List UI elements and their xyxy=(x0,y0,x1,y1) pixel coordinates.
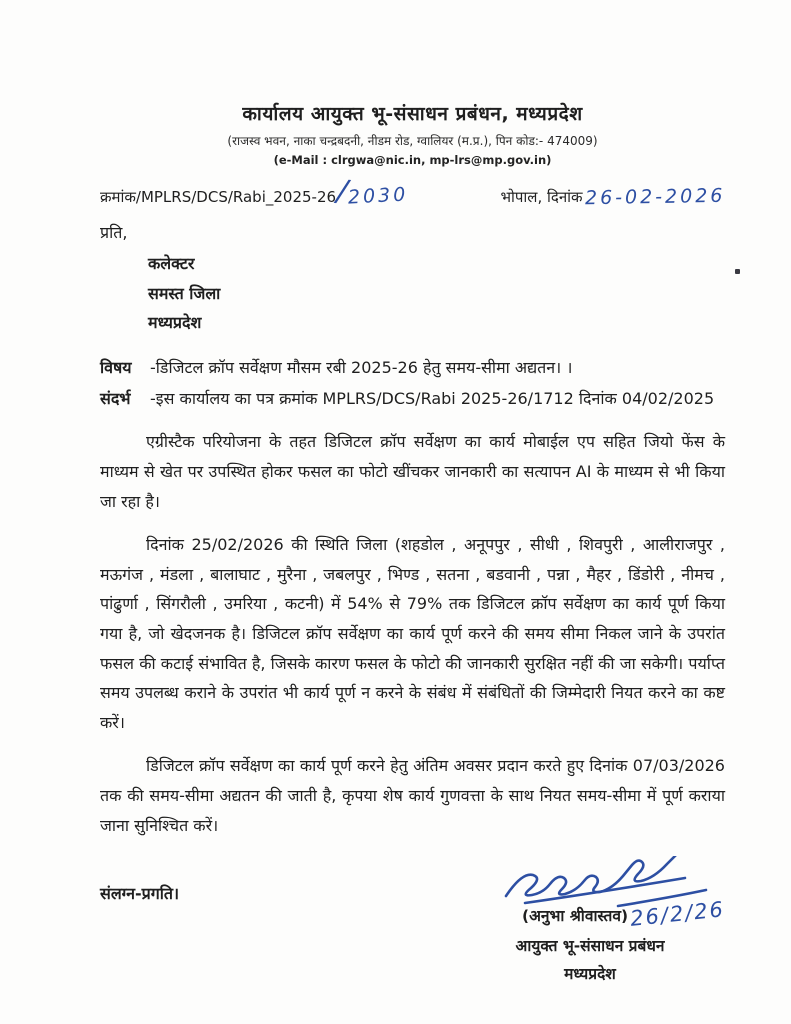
reference-row xyxy=(100,385,725,414)
handwritten-letter-number: 2030 xyxy=(347,183,409,209)
letter-number xyxy=(100,173,409,210)
subject-row xyxy=(100,354,725,383)
handwritten-slash: / xyxy=(335,173,350,210)
signatory-name: (अनुभा श्रीवास्तव) xyxy=(522,907,629,926)
scan-artifact-dot xyxy=(735,269,740,274)
signatory-row xyxy=(455,897,726,931)
subject-label: विषय xyxy=(100,357,132,377)
office-title: कार्यालय आयुक्त भू-संसाधन प्रबंधन, मध्यप्रदेश xyxy=(242,103,583,125)
closing-row xyxy=(100,856,725,984)
addressee-line: मध्यप्रदेश xyxy=(148,313,202,333)
body-paragraph-2: दिनांक 25/02/2026 की स्थिति जिला (शहडोल , अनूपपुर , सीधी , शिवपुरी , आलीराजपुर , मऊगंज , मंडला , बालाघाट , मुरैना , जबलपुर , भिण्ड , सतना , बडवानी , पन्ना , मैहर , डिंडोरी , नीमच , पांढुर्णा , सिंगरौली , उमरिया , कटनी) में 54% से 79% तक डिजिटल क्रॉप सर्वेक्षण का कार्य पूर्ण किया गया है, जो खेदजनक है। डिजिटल क्रॉप सर्वेक्षण का कार्य पूर्ण करने की समय सीमा निकल जाने के उपरांत फसल की कटाई संभावित है, जिसके कारण फसल के फोटो की जानकारी सुरक्षित नहीं की जा सकेगी। पर्याप्त समय उपलब्ध कराने के उपरांत भी कार्य पूर्ण न करने के संबंध में संबंधितों की जिम्मेदारी नियत करने का कष्ट करें। xyxy=(100,535,725,732)
signatory-designation: आयुक्त भू-संसाधन प्रबंधन xyxy=(515,937,665,956)
letter-number-printed: क्रमांक/MPLRS/DCS/Rabi_2025-26 xyxy=(100,188,337,206)
signature-block xyxy=(455,856,725,984)
office-address: (राजस्व भवन, नाका चन्द्रबदनी, नीडम रोड, ग्वालियर (म.प्र.), पिन कोड:- 474009) xyxy=(227,134,598,148)
reference-label: संदर्भ xyxy=(100,388,131,408)
subject-text: -डिजिटल क्रॉप सर्वेक्षण मौसम रबी 2025-26 हेतु समय-सीमा अद्यतन। । xyxy=(150,357,573,377)
handwritten-signature-date: 26/2/26 xyxy=(629,897,726,931)
addressee-line: कलेक्टर xyxy=(148,254,195,273)
reference-number-row xyxy=(100,173,726,210)
place-date-label: भोपाल, दिनांक xyxy=(500,188,583,206)
salutation: प्रति, xyxy=(100,223,128,242)
addressee-line: समस्त जिला xyxy=(148,283,221,303)
body-paragraph-3: डिजिटल क्रॉप सर्वेक्षण का कार्य पूर्ण करने हेतु अंतिम अवसर प्रदान करते हुए दिनांक 07/03/2026 तक की समय-सीमा अद्यतन की जाती है, कृपया शेष कार्य गुणवत्ता के साथ नियत समय-सीमा में पूर्ण कराया जाना सुनिश्चित करें। xyxy=(100,756,725,835)
office-email: (e-Mail : clrgwa@nic.in, mp-lrs@mp.gov.in) xyxy=(273,153,552,167)
signatory-organization: मध्यप्रदेश xyxy=(564,965,616,984)
handwritten-date: 26-02-2026 xyxy=(584,184,726,210)
enclosure-note: संलग्न-प्रगति। xyxy=(100,884,180,904)
addressee-block xyxy=(148,249,725,338)
body-paragraph-1: एग्रीस्टैक परियोजना के तहत डिजिटल क्रॉप सर्वेक्षण का कार्य मोबाईल एप सहित जियो फेंस के माध्यम से खेत पर उपस्थित होकर फसल का फोटो खींचकर जानकारी का सत्यापन AI के माध्यम से भी किया जा रहा है। xyxy=(100,432,725,511)
reference-text: -इस कार्यालय का पत्र क्रमांक MPLRS/DCS/Rabi 2025-26/1712 दिनांक 04/02/2025 xyxy=(150,388,715,408)
letterhead xyxy=(100,100,725,167)
place-and-date xyxy=(500,184,726,210)
